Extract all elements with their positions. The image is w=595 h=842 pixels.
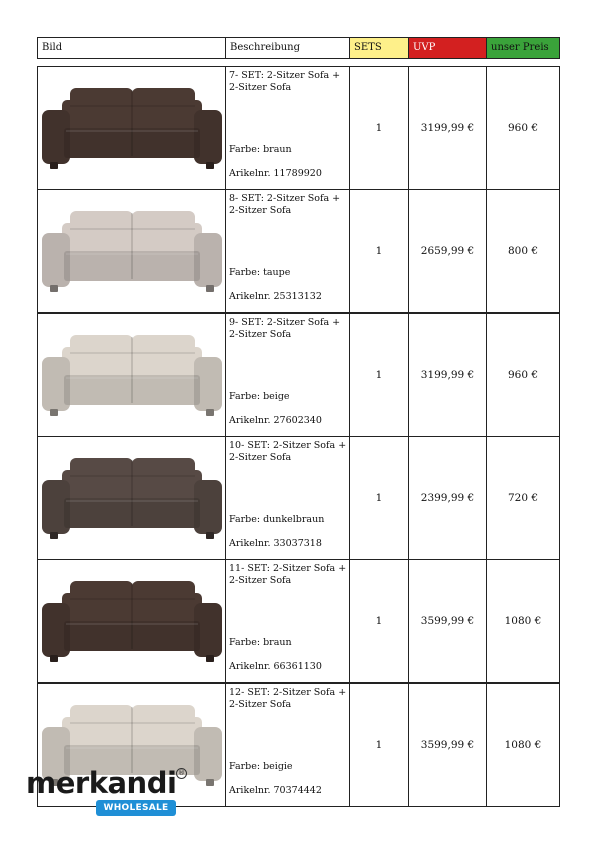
preis-value: 1080 €: [504, 739, 542, 751]
uvp-value: 3599,99 €: [420, 739, 475, 751]
sets-cell: [349, 559, 409, 683]
sofa-image: [40, 577, 224, 667]
header-sets: SETS: [349, 37, 409, 59]
uvp-value: 2659,99 €: [420, 245, 475, 257]
article-number: Arikelnr. 11789920: [229, 168, 322, 179]
sets-cell: [349, 683, 409, 807]
sets-cell: [349, 66, 409, 190]
sets-cell: [349, 189, 409, 313]
header-bild: Bild: [37, 37, 226, 59]
product-color: Farbe: beigie: [229, 761, 293, 772]
product-title: 12- SET: 2-Sitzer Sofa + 2-Sitzer Sofa: [229, 687, 347, 710]
preis-cell: [486, 66, 560, 190]
uvp-value: 3199,99 €: [420, 369, 475, 381]
sofa-image: [40, 84, 224, 174]
preis-cell: [486, 189, 560, 313]
product-title: 9- SET: 2-Sitzer Sofa + 2-Sitzer Sofa: [229, 317, 341, 340]
product-image-cell: [37, 189, 226, 313]
table-row: [37, 436, 560, 560]
description-cell: [225, 683, 350, 807]
sets-value: 1: [375, 615, 383, 627]
header-beschreibung: Beschreibung: [225, 37, 350, 59]
description-cell: [225, 189, 350, 313]
product-color: Farbe: braun: [229, 144, 292, 155]
sofa-image: [40, 207, 224, 297]
registered-mark: ®: [178, 769, 185, 777]
uvp-cell: [408, 313, 487, 437]
sets-value: 1: [375, 245, 383, 257]
preis-cell: [486, 436, 560, 560]
article-number: Arikelnr. 70374442: [229, 785, 322, 796]
uvp-cell: [408, 189, 487, 313]
sofa-image: [40, 331, 224, 421]
product-title: 11- SET: 2-Sitzer Sofa + 2-Sitzer Sofa: [229, 563, 347, 586]
sets-cell: [349, 436, 409, 560]
preis-value: 960 €: [507, 369, 539, 381]
product-title: 7- SET: 2-Sitzer Sofa + 2-Sitzer Sofa: [229, 70, 341, 93]
uvp-cell: [408, 559, 487, 683]
sets-value: 1: [375, 122, 383, 134]
logo-wordmark: merkandi: [26, 766, 177, 800]
description-cell: [225, 66, 350, 190]
preis-value: 800 €: [507, 245, 539, 257]
description-cell: [225, 559, 350, 683]
description-cell: [225, 436, 350, 560]
product-title: 10- SET: 2-Sitzer Sofa + 2-Sitzer Sofa: [229, 440, 347, 463]
article-number: Arikelnr. 66361130: [229, 661, 322, 672]
product-image-cell: [37, 436, 226, 560]
uvp-cell: [408, 683, 487, 807]
wholesale-badge: WHOLESALE: [96, 800, 176, 816]
product-image-cell: [37, 559, 226, 683]
article-number: Arikelnr. 33037318: [229, 538, 322, 549]
product-image-cell: [37, 66, 226, 190]
uvp-cell: [408, 66, 487, 190]
preis-cell: [486, 683, 560, 807]
merkandi-logo: [20, 762, 200, 822]
preis-value: 960 €: [507, 122, 539, 134]
product-color: Farbe: dunkelbraun: [229, 514, 325, 525]
preis-value: 720 €: [507, 492, 539, 504]
uvp-value: 2399,99 €: [420, 492, 475, 504]
sets-cell: [349, 313, 409, 437]
preis-value: 1080 €: [504, 615, 542, 627]
table-row: [37, 559, 560, 683]
uvp-value: 3599,99 €: [420, 615, 475, 627]
uvp-cell: [408, 436, 487, 560]
product-color: Farbe: taupe: [229, 267, 291, 278]
product-color: Farbe: braun: [229, 637, 292, 648]
product-image-cell: [37, 313, 226, 437]
sofa-image: [40, 454, 224, 544]
preis-cell: [486, 559, 560, 683]
header-unser-preis: unser Preis: [486, 37, 560, 59]
sets-value: 1: [375, 492, 383, 504]
description-cell: [225, 313, 350, 437]
table-row: [37, 313, 560, 437]
table-row: [37, 189, 560, 313]
sets-value: 1: [375, 739, 383, 751]
header-uvp: UVP: [408, 37, 487, 59]
table-row: [37, 66, 560, 190]
product-title: 8- SET: 2-Sitzer Sofa + 2-Sitzer Sofa: [229, 193, 341, 216]
preis-cell: [486, 313, 560, 437]
article-number: Arikelnr. 27602340: [229, 415, 322, 426]
article-number: Arikelnr. 25313132: [229, 291, 322, 302]
uvp-value: 3199,99 €: [420, 122, 475, 134]
sets-value: 1: [375, 369, 383, 381]
product-color: Farbe: beige: [229, 391, 290, 402]
